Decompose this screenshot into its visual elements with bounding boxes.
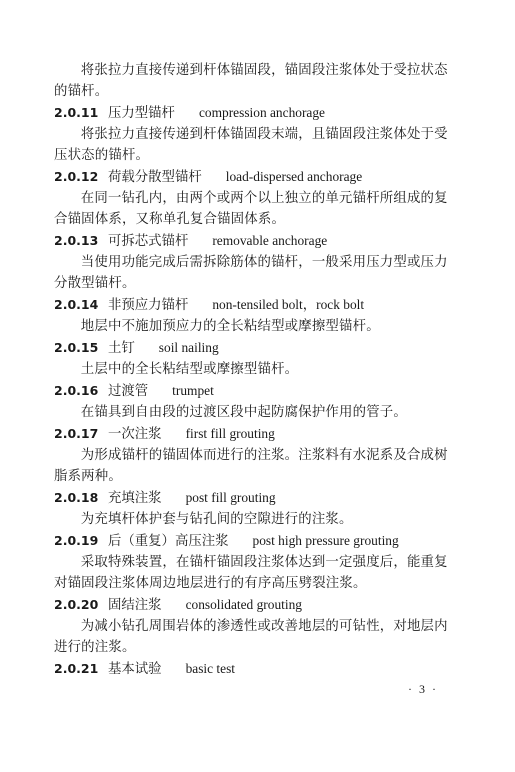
term-english: soil nailing: [158, 340, 219, 355]
term-english: post high pressure grouting: [252, 533, 399, 548]
term-chinese: 非预应力锚杆: [108, 298, 189, 313]
term-entry: [54, 594, 454, 616]
term-english: compression anchorage: [198, 105, 326, 120]
term-entry: [54, 487, 454, 509]
term-chinese: 基本试验: [108, 662, 162, 677]
term-entry: [54, 380, 454, 402]
term-chinese: 过渡管: [108, 384, 149, 399]
clause-number: 2.0.15: [54, 340, 99, 355]
term-chinese: 土钉: [108, 341, 135, 356]
clause-number: 2.0.16: [54, 383, 99, 398]
clause-number: 2.0.13: [54, 233, 99, 248]
term-english: first fill grouting: [185, 426, 275, 441]
clause-number: 2.0.21: [54, 661, 99, 676]
definition-text: 为减小钻孔周围岩体的渗透性或改善地层的可钻性，对地层内进行的注浆。: [54, 619, 448, 655]
clause-number: 2.0.11: [54, 105, 99, 120]
term-english: removable anchorage: [212, 233, 328, 248]
clause-number: 2.0.14: [54, 297, 99, 312]
definition-text: 在锚具到自由段的过渡区段中起防腐保护作用的管子。: [80, 405, 407, 420]
term-chinese: 固结注浆: [108, 598, 162, 613]
definition-text: 地层中不施加预应力的全长粘结型或摩擦型锚杆。: [80, 319, 380, 334]
term-entry: [54, 166, 454, 188]
term-entry: [54, 658, 454, 680]
term-english: post fill grouting: [185, 490, 276, 505]
term-chinese: 后（重复）高压注浆: [108, 534, 229, 549]
clause-number: 2.0.12: [54, 169, 99, 184]
term-entry: [54, 102, 454, 124]
page-content: [54, 60, 454, 680]
definition-text: 采取特殊装置，在锚杆锚固段注浆体达到一定强度后，能重复对锚固段注浆体周边地层进行的有序高压劈裂注浆。: [54, 555, 448, 591]
term-english: consolidated grouting: [185, 597, 302, 612]
term-english: trumpet: [172, 383, 214, 398]
definition-text: 将张拉力直接传递到杆体锚固段，锚固段注浆体处于受拉状态的锚杆。: [54, 63, 448, 99]
term-entry: [54, 230, 454, 252]
definition-text: 土层中的全长粘结型或摩擦型锚杆。: [80, 362, 299, 377]
term-chinese: 一次注浆: [108, 427, 162, 442]
definition-text: 为形成锚杆的锚固体而进行的注浆。注浆料有水泥系及合成树脂系两种。: [54, 448, 448, 484]
page-number: · 3 ·: [408, 682, 438, 696]
definition-text: 将张拉力直接传递到杆体锚固段末端，且锚固段注浆体处于受压状态的锚杆。: [54, 127, 448, 163]
clause-number: 2.0.20: [54, 597, 99, 612]
clause-number: 2.0.18: [54, 490, 99, 505]
term-entry: [54, 530, 454, 552]
term-english: load-dispersed anchorage: [225, 169, 363, 184]
definition-text: 为充填杆体护套与钻孔间的空隙进行的注浆。: [80, 512, 353, 527]
term-english: non-tensiled bolt，rock bolt: [212, 297, 365, 312]
term-chinese: 荷载分散型锚杆: [108, 170, 202, 185]
term-entry: [54, 423, 454, 445]
definition-text: 在同一钻孔内，由两个或两个以上独立的单元锚杆所组成的复合锚固体系，又称单孔复合锚固体系。: [54, 191, 448, 227]
term-chinese: 压力型锚杆: [108, 106, 175, 121]
clause-number: 2.0.17: [54, 426, 99, 441]
term-entry: [54, 294, 454, 316]
term-entry: [54, 337, 454, 359]
definition-text: 当使用功能完成后需拆除筋体的锚杆，一般采用压力型或压力分散型锚杆。: [54, 255, 448, 291]
term-chinese: 充填注浆: [108, 491, 162, 506]
clause-number: 2.0.19: [54, 533, 99, 548]
term-english: basic test: [185, 661, 236, 676]
term-chinese: 可拆芯式锚杆: [108, 234, 189, 249]
